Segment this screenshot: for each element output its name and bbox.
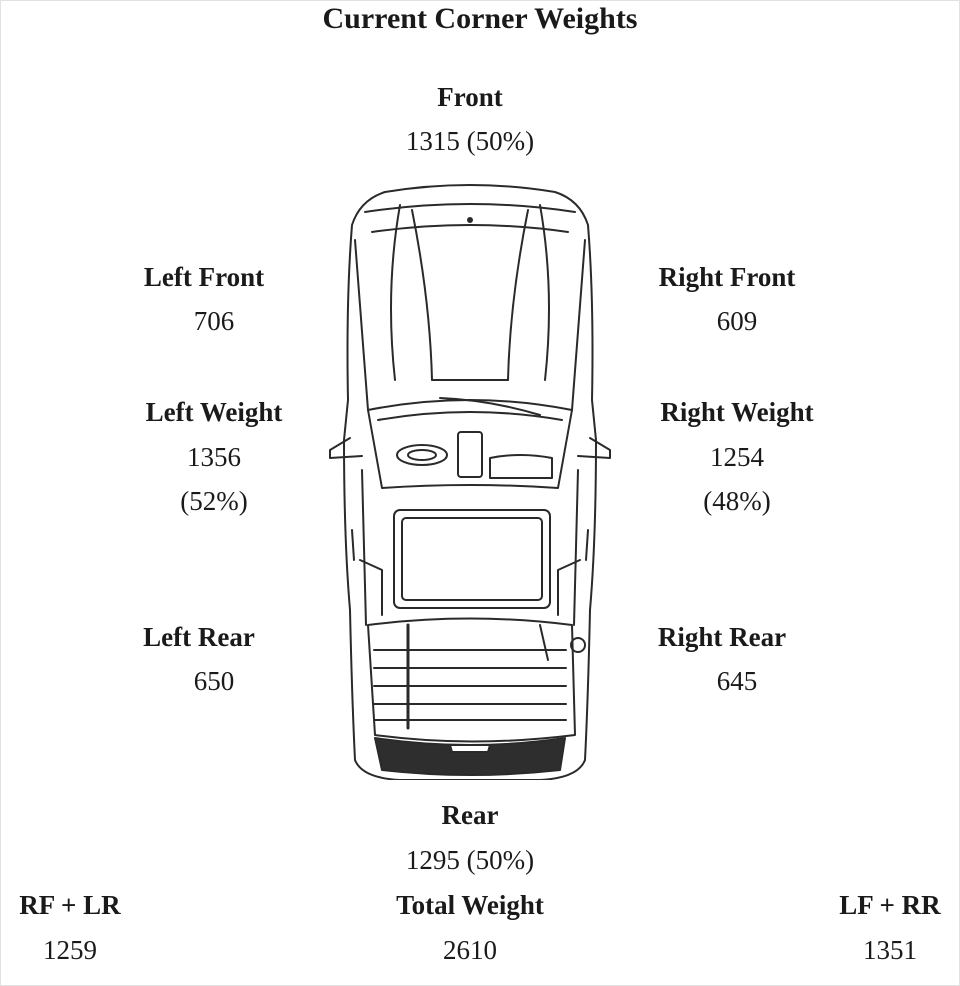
lf-rr-label: LF + RR [839,890,941,920]
right-front-label: Right Front [658,262,796,292]
right-weight-label: Right Weight [660,397,814,427]
rf-lr-label: RF + LR [19,890,121,920]
lf-rr-value: 1351 [863,935,917,965]
right-front-value: 609 [716,306,758,336]
right-weight-value: 1254 [710,442,764,472]
left-front-label: Left Front [143,262,265,292]
total-weight-value: 2610 [443,935,497,965]
left-front-value: 706 [193,306,235,336]
left-weight-label: Left Weight [145,397,283,427]
right-rear-value: 645 [716,666,758,696]
left-rear-value: 650 [193,666,235,696]
right-weight-percent: (48%) [703,486,771,516]
left-weight-percent: (52%) [180,486,248,516]
front-value: 1315 (50%) [405,126,535,156]
left-rear-label: Left Rear [143,622,255,652]
rf-lr-value: 1259 [43,935,97,965]
rear-value: 1295 (50%) [405,845,535,875]
right-rear-label: Right Rear [657,622,787,652]
rear-label: Rear [441,800,499,830]
left-weight-value: 1356 [187,442,241,472]
car-top-view-icon [320,180,620,780]
diagram-title: Current Corner Weights [322,2,638,35]
front-label: Front [437,82,503,112]
total-weight-label: Total Weight [396,890,544,920]
